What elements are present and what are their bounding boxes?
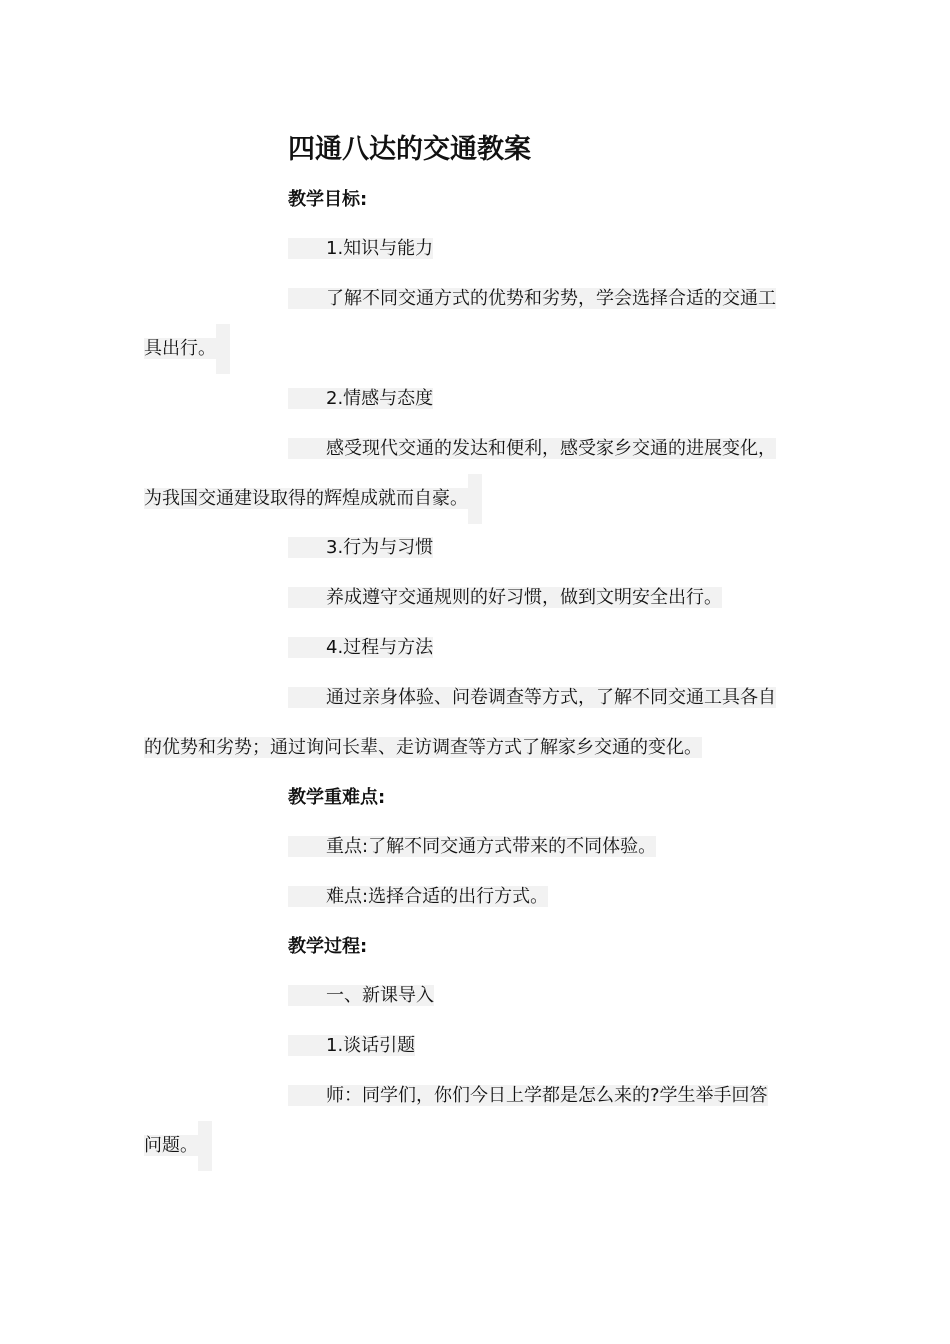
paragraph [144,623,812,673]
paragraph [144,374,812,424]
paragraph-text: 2.情感与态度 [326,388,434,409]
paragraph-text: 了解不同交通方式的优势和劣势，学会选择合适的交通工 [326,288,776,309]
paragraph [144,1021,812,1071]
section-heading-key-points: 教学重难点: [288,787,386,808]
paragraph-text: 具出行。 [144,337,216,359]
paragraph-text: 师：同学们，你们今日上学都是怎么来的?学生举手回答 [326,1085,768,1106]
paragraph-text: 1.谈话引题 [326,1035,416,1056]
paragraph-text: 感受现代交通的发达和便利，感受家乡交通的进展变化， [326,438,776,459]
paragraph-text: 养成遵守交通规则的好习惯，做到文明安全出行。 [326,587,722,608]
paragraph-text: 问题。 [144,1134,198,1156]
paragraph-text: 一、新课导入 [326,985,434,1006]
paragraph-text: 的优势和劣势；通过询问长辈、走访调查等方式了解家乡交通的变化。 [144,736,702,758]
paragraph [144,822,812,872]
paragraph-text: 通过亲身体验、问卷调查等方式，了解不同交通工具各自 [326,687,776,708]
paragraph-text: 为我国交通建设取得的辉煌成就而自豪。 [144,487,468,509]
paragraph-text: 1.知识与能力 [326,238,434,259]
paragraph [144,1071,812,1171]
paragraph [144,274,812,374]
section-heading-process: 教学过程: [288,936,368,957]
paragraph-text: 重点:了解不同交通方式带来的不同体验。 [326,836,657,857]
paragraph [144,971,812,1021]
document-title: 四通八达的交通教案 [288,134,531,165]
paragraph [144,673,812,773]
section-heading-objectives: 教学目标: [288,189,368,210]
paragraph [144,573,812,623]
paragraph-text: 难点:选择合适的出行方式。 [326,886,549,907]
paragraph [144,872,812,922]
paragraph-text: 3.行为与习惯 [326,537,434,558]
paragraph [144,224,812,274]
paragraph-text: 4.过程与方法 [326,637,434,658]
paragraph [144,424,812,524]
paragraph [144,523,812,573]
